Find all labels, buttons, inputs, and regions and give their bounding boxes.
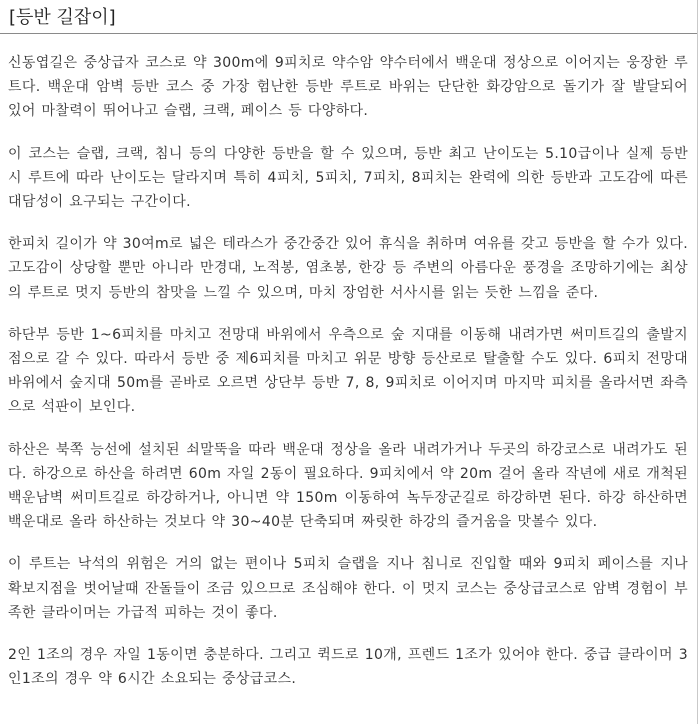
title-bar	[0, 0, 697, 34]
paragraph-gear: 2인 1조의 경우 자일 1동이면 충분하다. 그리고 퀵드로 10개, 프렌드 1조가 있어야 한다. 중급 클라이머 3인1조의 경우 약 6시간 소요되는 중상급코스.	[8, 647, 688, 688]
article-body	[8, 51, 688, 709]
paragraph-caution: 이 루트는 낙석의 위험은 거의 없는 편이나 5피치 슬랩을 지나 침니로 진입할 때와 9피치 페이스를 지나 확보지점을 벗어날때 잔돌들이 조금 있으므로 조심해야 한다. 이 멋지 코스는 중상급코스로 암벽 경험이 부족한 클라이머는 가급적 피하는 것이 좋다.	[8, 556, 688, 621]
paragraph-descent: 하산은 북쪽 능선에 설치된 쇠말뚝을 따라 백운대 정상을 올라 내려가거나 두곳의 하강코스로 내려가도 된다. 하강으로 하산을 하려면 60m 자일 2동이 필요하다. 9피치에서 약 20m 걸어 올라 작년에 새로 개척된 백운남벽 써미트길로 하강하거나, 아니면 약 150m 이동하여 녹두장군길로 하강하면 된다. 하강 하산하면 백운대로 올라 하산하는 것보다 약 30~40분 단축되며 짜릿한 하강의 즐거움을 맛볼수 있다.	[8, 441, 688, 531]
section-title: [등반 길잡이]	[9, 7, 116, 28]
right-border	[697, 0, 698, 724]
paragraph-difficulty: 이 코스는 슬랩, 크랙, 침니 등의 다양한 등반을 할 수 있으며, 등반 최고 난이도는 5.10급이나 실제 등반시 루트에 따라 난이도는 달라지며 특히 4피치, 5피치, 7피치, 8피치는 완력에 의한 등반과 고도감에 따른 대담성이 요구되는 구간이다.	[8, 145, 688, 211]
paragraph-pitch-length: 한피치 길이가 약 30여m로 넓은 테라스가 중간중간 있어 휴식을 취하며 여유를 갖고 등반을 할 수가 있다. 고도감이 상당할 뿐만 아니라 만경대, 노적봉, 염초봉, 한강 등 주변의 아름다운 풍경을 조망하기에는 최상의 루트로 멋지 등반의 참맛을 느낄 수 있으며, 마치 장엄한 서사시를 읽는 듯한 느낌을 준다.	[8, 236, 688, 301]
paragraph-route-overview: 신동엽길은 중상급자 코스로 약 300m에 9피치로 약수암 약수터에서 백운대 정상으로 이어지는 웅장한 루트다. 백운대 암벽 등반 코스 중 가장 험난한 등반 루트로 바위는 단단한 화강암으로 돌기가 잘 발달되어 있어 마찰력이 뛰어나고 슬랩, 크랙, 페이스 등 다양하다.	[8, 55, 688, 120]
paragraph-escape-route: 하단부 등반 1~6피치를 마치고 전망대 바위에서 우측으로 숲 지대를 이동해 내려가면 써미트길의 출발지점으로 갈 수 있다. 따라서 등반 중 제6피치를 마치고 위문 방향 등산로로 탈출할 수도 있다. 6피치 전망대 바위에서 숲지대 50m를 곧바로 오르면 상단부 등반 7, 8, 9피치로 이어지며 마지막 피치를 올라서면 좌측으로 석판이 보인다.	[8, 326, 688, 416]
